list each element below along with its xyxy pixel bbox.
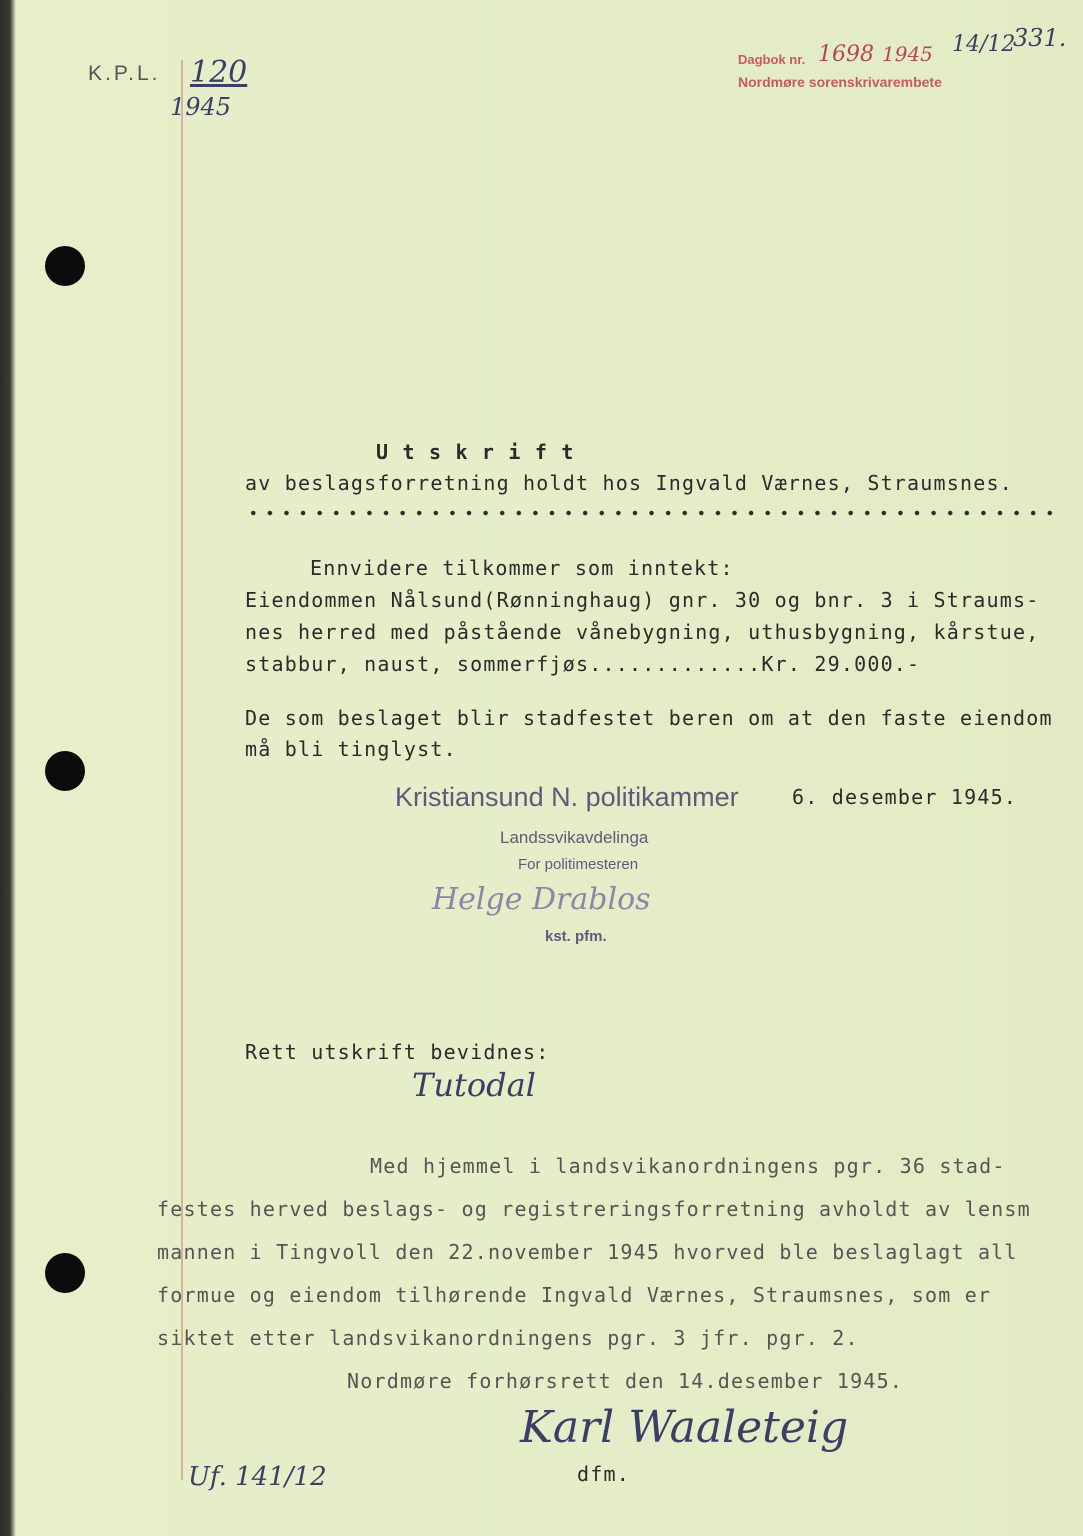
dotted-separator xyxy=(245,508,1060,518)
certification-line: Rett utskrift bevidnes: xyxy=(245,1040,550,1064)
signature: Helge Drablos xyxy=(432,882,651,917)
stamp-for-politimester: For politimesteren xyxy=(518,856,639,873)
text-line: formue og eiendom tilhørende Ingvald Værnes, Straumsnes, som er xyxy=(157,1283,992,1307)
kpl-year: 1945 xyxy=(170,93,232,121)
kpl-number: 120 xyxy=(190,55,248,90)
text-line: De som beslaget blir stadfestet beren om at den faste eiendom xyxy=(245,706,1053,730)
kpl-label: K.P.L. xyxy=(88,62,161,85)
office-stamp: Nordmøre sorenskrivarembete xyxy=(738,74,942,90)
text-line: må bli tinglyst. xyxy=(245,737,457,761)
text-line: festes herved beslags- og registreringsforretning avholdt av lensm xyxy=(157,1197,1031,1221)
dagbok-label: Dagbok nr. xyxy=(738,52,806,67)
date-line: 6. desember 1945. xyxy=(792,785,1018,809)
stamp-department: Landssvikavdelinga xyxy=(500,828,649,847)
signature: Tutodal xyxy=(412,1066,536,1104)
dagbok-year: 1945 xyxy=(882,42,933,66)
date-line: Nordmøre forhørsrett den 14.desember 1945. xyxy=(347,1369,904,1393)
punch-hole xyxy=(45,246,85,286)
text-line: Med hjemmel i landsvikanordningens pgr. 36 stad- xyxy=(370,1154,1006,1178)
handwritten-note: Uf. 141/12 xyxy=(188,1462,327,1492)
document-title: U t s k r i f t xyxy=(376,440,575,464)
page-number: 331. xyxy=(1013,24,1067,52)
stamp-title: kst. pfm. xyxy=(545,928,607,945)
dfm-label: dfm. xyxy=(577,1462,630,1486)
punch-hole xyxy=(45,751,85,791)
text-line: Ennvidere tilkommer som inntekt: xyxy=(310,556,734,580)
margin-line xyxy=(181,60,183,1480)
text-line: stabbur, naust, sommerfjøs.............Kr. 29.000.- xyxy=(245,652,921,676)
dagbok-date: 14/12 xyxy=(952,32,1016,57)
text-line: siktet etter landsvikanordningens pgr. 3 jfr. pgr. 2. xyxy=(157,1326,859,1350)
punch-hole xyxy=(45,1253,85,1293)
signature: Karl Waaleteig xyxy=(520,1402,849,1453)
text-line: mannen i Tingvoll den 22.november 1945 hvorved ble beslaglagt all xyxy=(157,1240,1018,1264)
text-line: Eiendommen Nålsund(Rønninghaug) gnr. 30 og bnr. 3 i Straums- xyxy=(245,588,1040,612)
document-subtitle: av beslagsforretning holdt hos Ingvald Værnes, Straumsnes. xyxy=(245,471,1013,495)
police-stamp: Kristiansund N. politikammer xyxy=(395,782,739,812)
dagbok-number: 1698 xyxy=(818,42,874,67)
text-line: nes herred med påstående vånebygning, uthusbygning, kårstue, xyxy=(245,620,1040,644)
